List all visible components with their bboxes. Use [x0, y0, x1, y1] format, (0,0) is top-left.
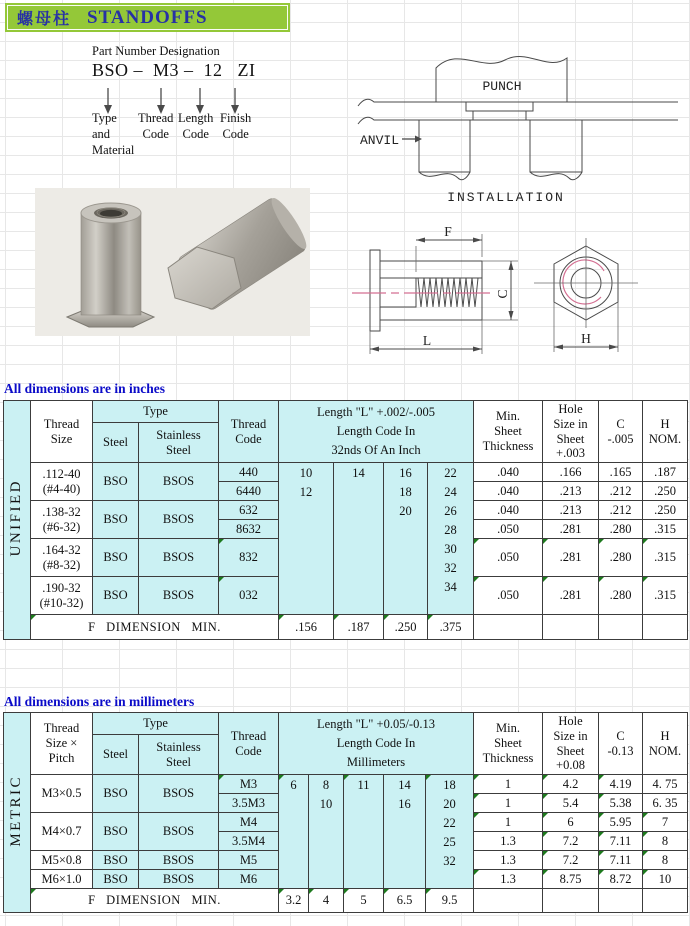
table-cell: 632 [219, 501, 279, 520]
table-cell: 1 [474, 813, 543, 832]
table-cell: 10 [643, 870, 688, 889]
table-cell: M6 [219, 870, 279, 889]
table-cell: .165 [599, 463, 643, 482]
table-cell: BSOS [139, 501, 219, 539]
table-cell: F DIMENSION MIN. [31, 615, 279, 640]
table-cell: Thread Size × Pitch [31, 713, 93, 775]
table-cell: 4 [309, 889, 344, 913]
table-cell: Min. Sheet Thickness [474, 401, 543, 463]
table-cell: .187 [643, 463, 688, 482]
table-cell [599, 889, 643, 913]
table-cell: 18 20 22 25 32 [426, 775, 474, 889]
table-cell: 3.5M4 [219, 832, 279, 851]
table-cell: 16 18 20 [384, 463, 428, 615]
punch-label: PUNCH [482, 79, 522, 94]
table-cell: 9.5 [426, 889, 474, 913]
table-cell: .280 [599, 577, 643, 615]
table-cell: 8.75 [543, 870, 599, 889]
part-number-code: BSO – M3 – 12 ZI [92, 60, 256, 80]
table-cell: Steel [93, 735, 139, 775]
table-cell: H NOM. [643, 401, 688, 463]
table-cell: BSO [93, 775, 139, 813]
sheet-bottom-line [358, 117, 678, 124]
table-cell: .375 [428, 615, 474, 640]
table-cell: 6. 35 [643, 794, 688, 813]
table-cell: .280 [599, 539, 643, 577]
table-cell: BSOS [139, 813, 219, 851]
metric-table-host [3, 712, 688, 913]
table-cell: 10 12 [279, 463, 334, 615]
table-cell: .281 [543, 577, 599, 615]
millimeters-caption: All dimensions are in millimeters [4, 694, 195, 709]
table-cell: .050 [474, 577, 543, 615]
table-cell: .040 [474, 463, 543, 482]
dim-c-label: C [495, 289, 510, 299]
unified-table-host [3, 400, 688, 640]
table-cell: .187 [334, 615, 384, 640]
table-cell: 6.5 [384, 889, 426, 913]
table-cell: .190-32 (#10-32) [31, 577, 93, 615]
side-view [352, 224, 518, 354]
table-side-label: METRIC [4, 713, 31, 913]
table-cell [599, 615, 643, 640]
table-cell: BSO [93, 501, 139, 539]
code-label-length: Length Code [178, 111, 214, 141]
table-cell: .212 [599, 501, 643, 520]
table-cell [474, 889, 543, 913]
title-banner [5, 3, 290, 32]
table-cell: Length "L" +.002/-.005 Length Code In 32nds Of An Inch [279, 401, 474, 463]
table-cell: .315 [643, 520, 688, 539]
standoff-head [466, 102, 533, 111]
table-cell: .281 [543, 520, 599, 539]
table-cell: M5 [219, 851, 279, 870]
table-cell: .213 [543, 482, 599, 501]
dim-f-label: F [444, 224, 452, 239]
table-cell: Stainless Steel [139, 423, 219, 463]
page-title: STANDOFFS [87, 6, 208, 28]
metric-table [3, 712, 688, 913]
table-cell: 7.11 [599, 832, 643, 851]
table-cell: M3×0.5 [31, 775, 93, 813]
table-cell: M6×1.0 [31, 870, 93, 889]
table-cell: 1.3 [474, 832, 543, 851]
table-cell: 3.2 [279, 889, 309, 913]
dimension-drawing [330, 212, 690, 374]
dim-h-label: H [581, 331, 591, 346]
table-cell: .280 [599, 520, 643, 539]
table-cell: 7.11 [599, 851, 643, 870]
product-photo [35, 188, 310, 336]
table-cell: 8.72 [599, 870, 643, 889]
table-cell: .138-32 (#6-32) [31, 501, 93, 539]
table-cell: .050 [474, 520, 543, 539]
anvil-right [530, 120, 582, 180]
anvil-label: ANVIL [360, 133, 400, 148]
table-cell: 1.3 [474, 870, 543, 889]
hex-end-view [534, 238, 638, 352]
table-cell: .250 [643, 501, 688, 520]
code-label-finish: Finish Code [220, 111, 252, 141]
table-cell: 8 10 [309, 775, 344, 889]
table-cell: BSO [93, 851, 139, 870]
table-cell: BSO [93, 577, 139, 615]
dim-l-label: L [422, 333, 432, 348]
table-cell: .315 [643, 539, 688, 577]
table-cell: 6 [543, 813, 599, 832]
table-cell: .156 [279, 615, 334, 640]
table-cell: Hole Size in Sheet +.003 [543, 401, 599, 463]
table-cell: 832 [219, 539, 279, 577]
standoff-shank [473, 111, 526, 120]
table-cell: BSOS [139, 539, 219, 577]
table-cell: Type [93, 713, 219, 735]
table-cell: .050 [474, 539, 543, 577]
table-cell: 5.38 [599, 794, 643, 813]
table-cell: C -0.13 [599, 713, 643, 775]
unified-table [3, 400, 688, 640]
table-cell: 7.2 [543, 851, 599, 870]
table-cell: .166 [543, 463, 599, 482]
table-cell: 1 [474, 794, 543, 813]
table-cell: 1 [474, 775, 543, 794]
table-cell: 8632 [219, 520, 279, 539]
table-cell: 11 [344, 775, 384, 889]
table-cell: Steel [93, 423, 139, 463]
table-cell: .212 [599, 482, 643, 501]
table-cell: BSOS [139, 463, 219, 501]
table-cell: F DIMENSION MIN. [31, 889, 279, 913]
table-cell: .112-40 (#4-40) [31, 463, 93, 501]
table-cell: Length "L" +0.05/-0.13 Length Code In Millimeters [279, 713, 474, 775]
table-cell: 5 [344, 889, 384, 913]
inches-caption: All dimensions are in inches [4, 381, 166, 396]
table-cell: .040 [474, 501, 543, 520]
table-cell: C -.005 [599, 401, 643, 463]
installation-label: INSTALLATION [447, 190, 565, 205]
table-cell: H NOM. [643, 713, 688, 775]
table-cell: Hole Size in Sheet +0.08 [543, 713, 599, 775]
code-label-thread: Thread Code [138, 111, 174, 141]
table-cell: Stainless Steel [139, 735, 219, 775]
table-cell: BSOS [139, 577, 219, 615]
table-cell [543, 615, 599, 640]
table-cell: BSO [93, 539, 139, 577]
table-cell: 440 [219, 463, 279, 482]
table-cell: 7 [643, 813, 688, 832]
page-title-chinese: 螺母柱 [17, 11, 72, 28]
table-cell: 8 [643, 851, 688, 870]
table-cell [643, 889, 688, 913]
table-cell: 14 [334, 463, 384, 615]
table-cell: BSO [93, 870, 139, 889]
table-cell: Thread Size [31, 401, 93, 463]
table-cell: Min. Sheet Thickness [474, 713, 543, 775]
table-cell: 22 24 26 28 30 32 34 [428, 463, 474, 615]
table-cell: BSOS [139, 870, 219, 889]
table-cell: 4. 75 [643, 775, 688, 794]
table-cell: Thread Code [219, 713, 279, 775]
table-cell [643, 615, 688, 640]
anvil-left [419, 120, 470, 180]
table-cell: 7.2 [543, 832, 599, 851]
table-cell: M4 [219, 813, 279, 832]
table-cell [474, 615, 543, 640]
table-cell: 5.4 [543, 794, 599, 813]
table-cell: 4.2 [543, 775, 599, 794]
table-cell: M5×0.8 [31, 851, 93, 870]
table-cell: 8 [643, 832, 688, 851]
part-number-heading: Part Number Designation [92, 44, 220, 58]
table-cell: 1.3 [474, 851, 543, 870]
table-cell: 14 16 [384, 775, 426, 889]
table-cell: Type [93, 401, 219, 423]
sheet-top-line [358, 99, 678, 106]
table-cell: BSO [93, 813, 139, 851]
table-cell: .250 [384, 615, 428, 640]
table-cell: BSO [93, 463, 139, 501]
table-side-label: UNIFIED [4, 401, 31, 640]
table-cell: 3.5M3 [219, 794, 279, 813]
table-cell: 5.95 [599, 813, 643, 832]
table-cell: BSOS [139, 851, 219, 870]
part-number-designation [92, 44, 342, 159]
table-cell: BSOS [139, 775, 219, 813]
table-cell: 032 [219, 577, 279, 615]
table-cell: .281 [543, 539, 599, 577]
table-cell: .040 [474, 482, 543, 501]
table-cell [543, 889, 599, 913]
installation-diagram [340, 40, 690, 208]
table-cell: .213 [543, 501, 599, 520]
table-cell: 6440 [219, 482, 279, 501]
table-cell: .250 [643, 482, 688, 501]
code-label-type-material: Type and Material [92, 111, 135, 157]
table-cell: 6 [279, 775, 309, 889]
table-cell: Thread Code [219, 401, 279, 463]
table-cell: .315 [643, 577, 688, 615]
table-cell: M4×0.7 [31, 813, 93, 851]
table-cell: M3 [219, 775, 279, 794]
table-cell: .164-32 (#8-32) [31, 539, 93, 577]
table-cell: 4.19 [599, 775, 643, 794]
